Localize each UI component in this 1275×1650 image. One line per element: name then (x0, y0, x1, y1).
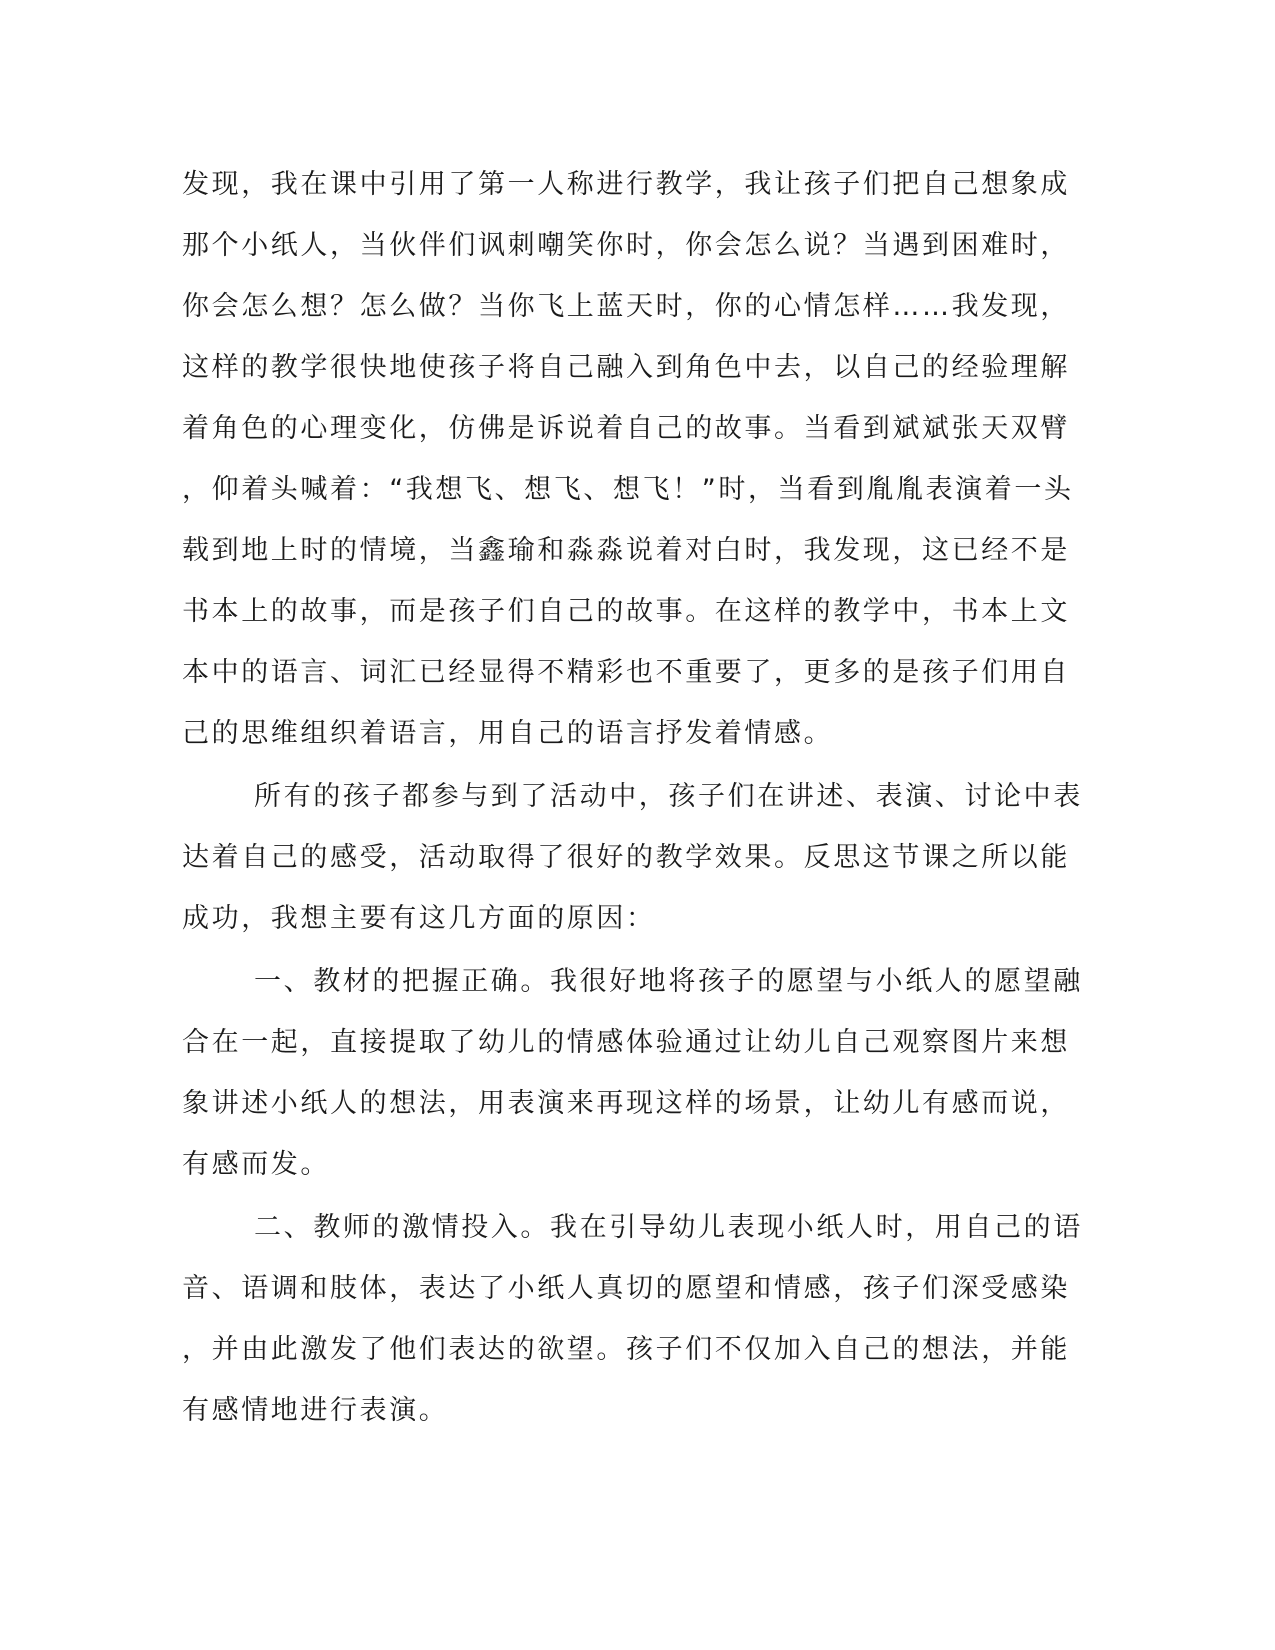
text-line: 一、教材的把握正确。我很好地将孩子的愿望与小纸人的愿望融 (254, 966, 1083, 997)
paragraph (182, 1197, 1083, 1441)
text-line: 有感情地进行表演。 (182, 1395, 449, 1426)
body-text (182, 154, 1083, 1441)
paragraph (182, 766, 1083, 949)
paragraph (182, 951, 1083, 1195)
text-line: 象讲述小纸人的想法，用表演来再现这样的场景，让幼儿有感而说， (182, 1088, 1070, 1119)
text-line: 成功，我想主要有这几方面的原因： (182, 903, 656, 934)
text-line: 书本上的故事，而是孩子们自己的故事。在这样的教学中，书本上文 (182, 596, 1070, 627)
text-line: 音、语调和肢体，表达了小纸人真切的愿望和情感，孩子们深受感染 (182, 1273, 1070, 1304)
text-line: 合在一起，直接提取了幼儿的情感体验通过让幼儿自己观察图片来想 (182, 1027, 1070, 1058)
text-line: 达着自己的感受，活动取得了很好的教学效果。反思这节课之所以能 (182, 842, 1070, 873)
text-line: 有感而发。 (182, 1149, 330, 1180)
text-line: ，仰着头喊着：“我想飞、想飞、想飞！”时，当看到胤胤表演着一头 (182, 474, 1074, 505)
text-line: 那个小纸人，当伙伴们讽刺嘲笑你时，你会怎么说？当遇到困难时， (182, 230, 1070, 261)
text-line: ，并由此激发了他们表达的欲望。孩子们不仅加入自己的想法，并能 (182, 1334, 1070, 1365)
text-line: 发现，我在课中引用了第一人称进行教学，我让孩子们把自己想象成 (182, 169, 1070, 200)
text-line: 本中的语言、词汇已经显得不精彩也不重要了，更多的是孩子们用自 (182, 657, 1070, 688)
text-line: 二、教师的激情投入。我在引导幼儿表现小纸人时，用自己的语 (254, 1212, 1083, 1243)
text-line: 所有的孩子都参与到了活动中，孩子们在讲述、表演、讨论中表 (254, 781, 1083, 812)
text-line: 着角色的心理变化，仿佛是诉说着自己的故事。当看到斌斌张天双臂 (182, 413, 1070, 444)
text-line: 你会怎么想？怎么做？当你飞上蓝天时，你的心情怎样……我发现， (182, 291, 1070, 322)
text-line: 己的思维组织着语言，用自己的语言抒发着情感。 (182, 718, 834, 749)
paragraph (182, 154, 1074, 764)
text-line: 这样的教学很快地使孩子将自己融入到角色中去，以自己的经验理解 (182, 352, 1070, 383)
text-line: 载到地上时的情境，当鑫瑜和淼淼说着对白时，我发现，这已经不是 (182, 535, 1070, 566)
